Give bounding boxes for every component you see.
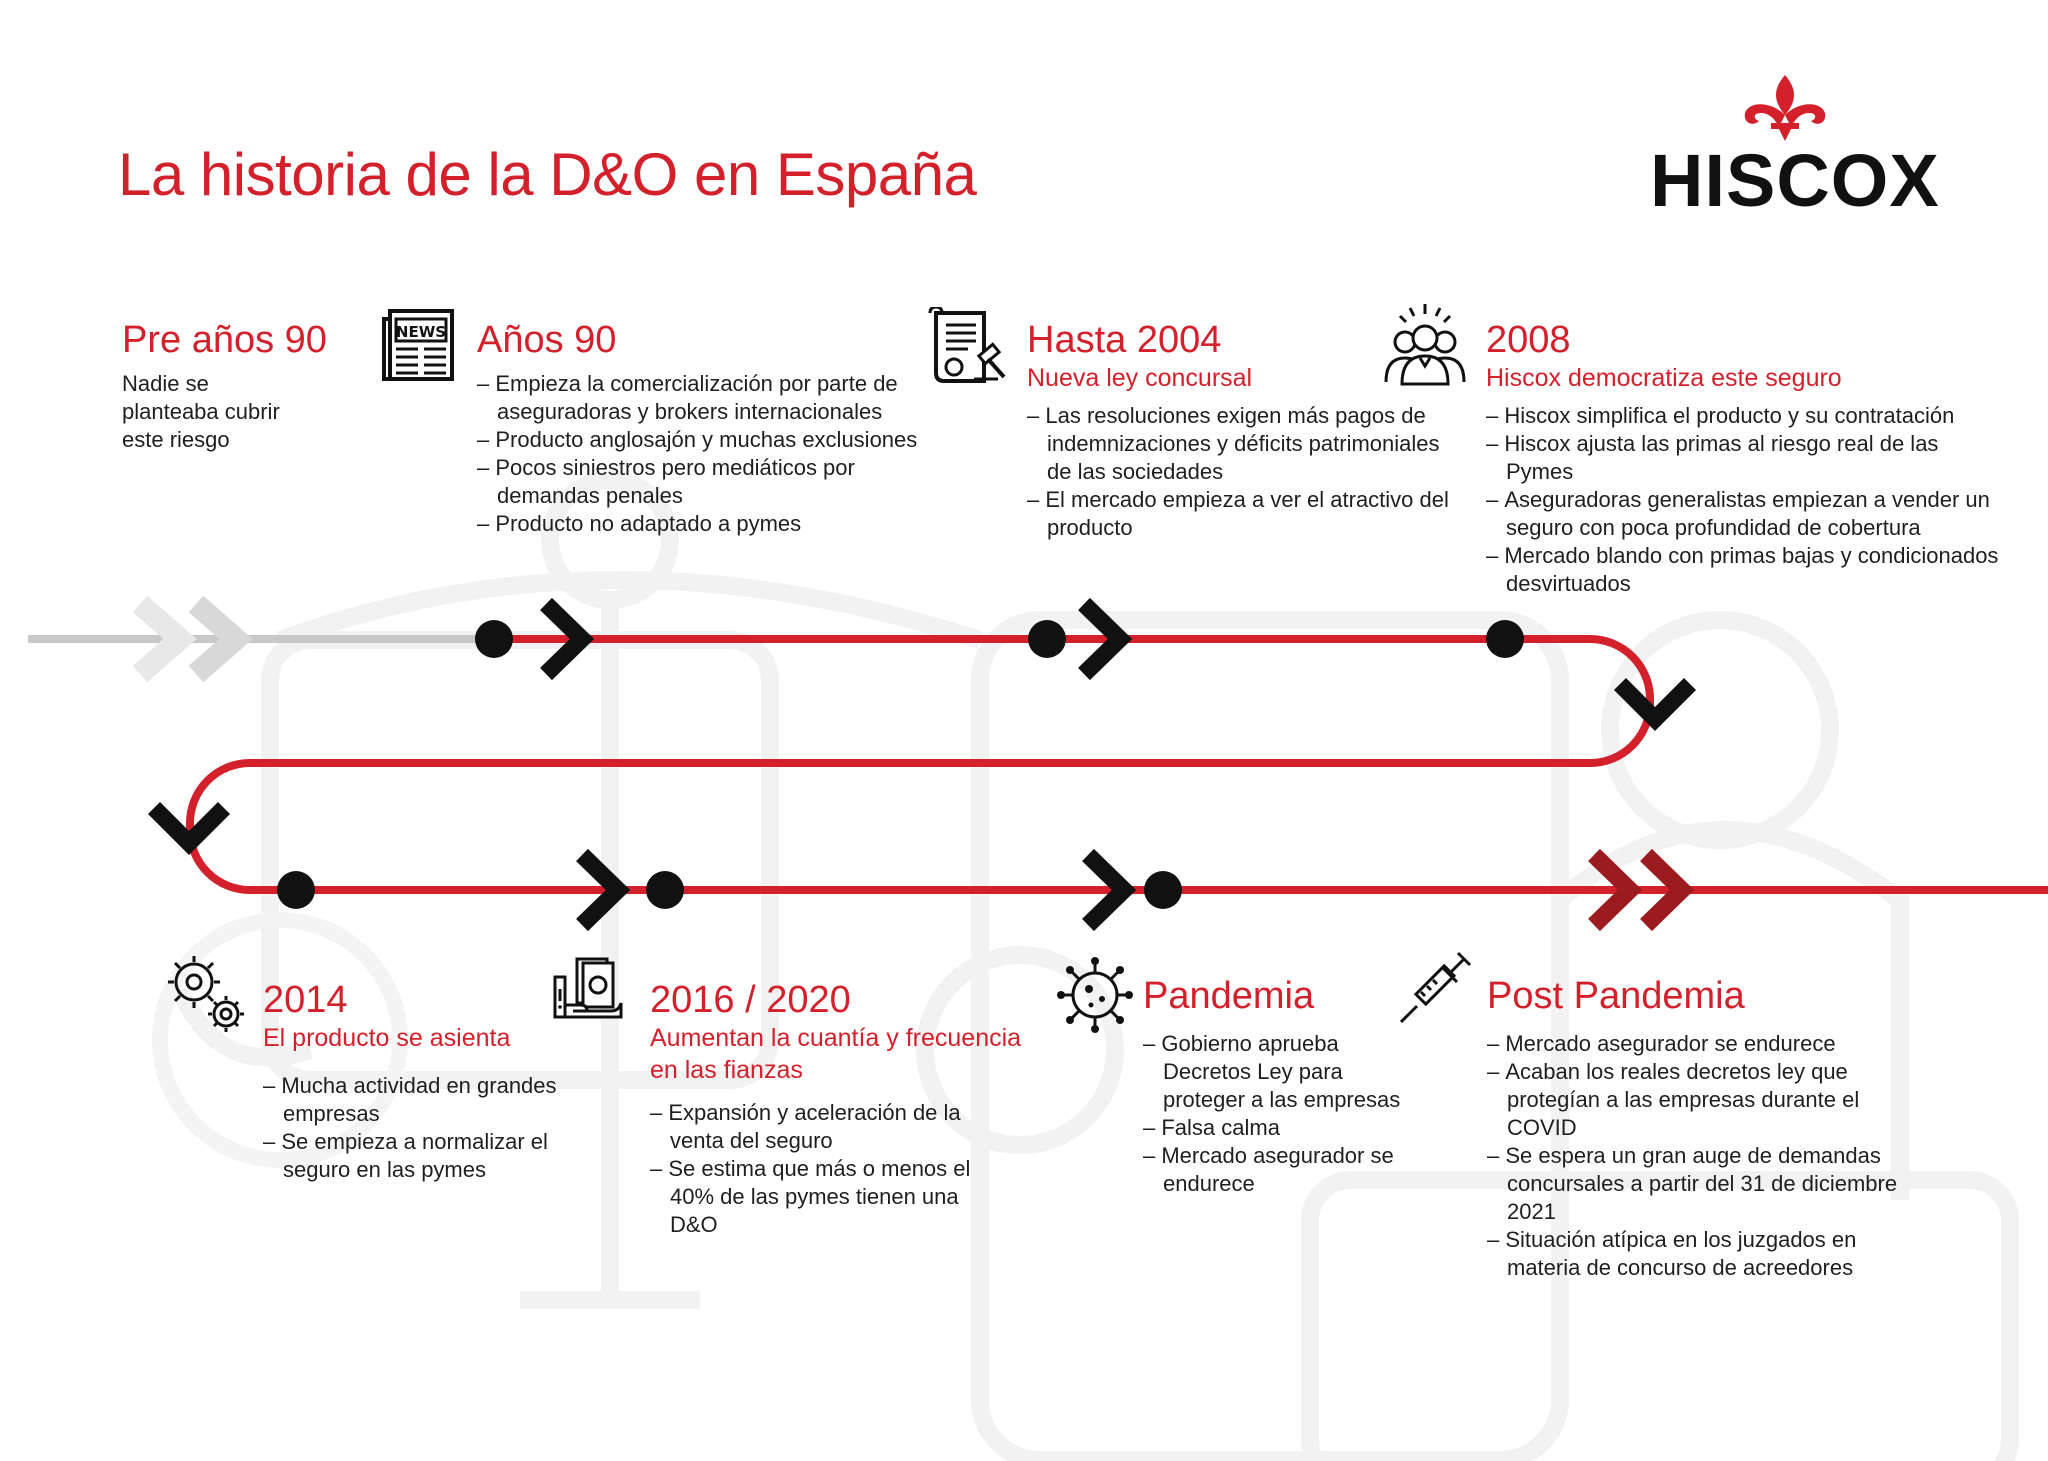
list-item: – Mercado asegurador se endurece — [1143, 1142, 1423, 1198]
milestone-year: 2014 — [263, 979, 348, 1021]
list-item: – Mercado blando con primas bajas y condicionados desvirtuados — [1486, 542, 2006, 598]
list-item: – Aseguradoras generalistas empiezan a vender un seguro con poca profundidad de cobertura — [1486, 486, 2006, 542]
timeline-dot — [277, 871, 315, 909]
milestone-year: Pre años 90 — [122, 319, 327, 361]
milestone-2016-2020 — [650, 980, 1050, 1239]
milestone-year: Post Pandemia — [1487, 975, 1745, 1017]
milestone-subtitle: Nueva ley concursal — [1027, 363, 1253, 392]
gears-icon — [162, 950, 248, 1041]
list-item: – Situación atípica en los juzgados en materia de concurso de acreedores — [1487, 1226, 1907, 1282]
timeline-dot — [1144, 871, 1182, 909]
list-item: – Se estima que más o menos el 40% de las pymes tienen una D&O — [650, 1155, 980, 1239]
milestone-year: 2008 — [1486, 319, 1571, 361]
milestone-post-pandemia — [1487, 976, 1907, 1282]
list-item: – El mercado empieza a ver el atractivo del producto — [1027, 486, 1457, 542]
list-item: – Expansión y aceleración de la venta del seguro — [650, 1099, 980, 1155]
milestone-2014 — [263, 980, 583, 1184]
timeline-path — [190, 639, 2048, 890]
list-item: – Pocos siniestros pero mediáticos por demandas penales — [477, 454, 947, 510]
milestone-bullets — [1027, 402, 1457, 542]
group-people-icon — [1380, 300, 1470, 395]
list-item: – Se espera un gran auge de demandas concursales a partir del 31 de diciembre 2021 — [1487, 1142, 1907, 1226]
virus-icon — [1055, 955, 1135, 1040]
milestone-pre-90 — [122, 320, 342, 454]
milestone-bullets — [263, 1072, 583, 1184]
timeline-dot — [646, 871, 684, 909]
milestone-year: Pandemia — [1143, 975, 1315, 1017]
list-item: – Hiscox ajusta las primas al riesgo real de las Pymes — [1486, 430, 2006, 486]
milestone-anos-90 — [477, 320, 947, 538]
milestone-text: Nadie se planteaba cubrir este riesgo — [122, 370, 280, 452]
page-title: La historia de la D&O en España — [118, 141, 977, 208]
brand-logo: HISCOX — [1650, 139, 1940, 222]
list-item: – Acaban los reales decretos ley que protegían a las empresas durante el COVID — [1487, 1058, 1907, 1142]
list-item: – Falsa calma — [1143, 1114, 1423, 1142]
milestone-bullets — [1486, 402, 2006, 598]
svg-text:NEWS: NEWS — [395, 323, 447, 341]
newspaper-icon — [380, 305, 460, 390]
milestone-year: Años 90 — [477, 319, 617, 361]
milestone-bullets — [1487, 1030, 1907, 1282]
milestone-bullets — [477, 370, 947, 538]
milestone-bullets — [1143, 1030, 1423, 1198]
milestone-2008 — [1486, 320, 2006, 598]
timeline-dot — [1028, 620, 1066, 658]
timeline-chevron — [1620, 684, 1690, 719]
money-hand-icon — [553, 955, 625, 1032]
list-item: – Se empieza a normalizar el seguro en las pymes — [263, 1128, 583, 1184]
milestone-subtitle: El producto se asienta — [263, 1023, 511, 1052]
list-item: – Hiscox simplifica el producto y su contratación — [1486, 402, 2006, 430]
timeline-dot — [475, 620, 513, 658]
list-item: – Empieza la comercialización por parte de aseguradoras y brokers internacionales — [477, 370, 947, 426]
milestone-subtitle: Aumentan la cuantía y frecuencia en las fianzas — [650, 1023, 1022, 1085]
syringe-icon — [1395, 948, 1475, 1033]
list-item: – Mercado asegurador se endurece — [1487, 1030, 1907, 1058]
list-item: – Gobierno aprueba Decretos Ley para proteger a las empresas — [1143, 1030, 1423, 1114]
milestone-year: 2016 / 2020 — [650, 979, 851, 1021]
legal-document-icon — [928, 307, 1012, 396]
milestone-subtitle: Hiscox democratiza este seguro — [1486, 363, 1842, 392]
list-item: – Producto anglosajón y muchas exclusiones — [477, 426, 947, 454]
fleur-de-lis-icon — [1735, 75, 1835, 146]
milestone-bullets — [650, 1099, 980, 1239]
list-item: – Producto no adaptado a pymes — [477, 510, 947, 538]
milestone-year: Hasta 2004 — [1027, 319, 1222, 361]
list-item: – Mucha actividad en grandes empresas — [263, 1072, 583, 1128]
list-item: – Las resoluciones exigen más pagos de indemnizaciones y déficits patrimoniales de las sociedades — [1027, 402, 1457, 486]
timeline-dot — [1486, 620, 1524, 658]
